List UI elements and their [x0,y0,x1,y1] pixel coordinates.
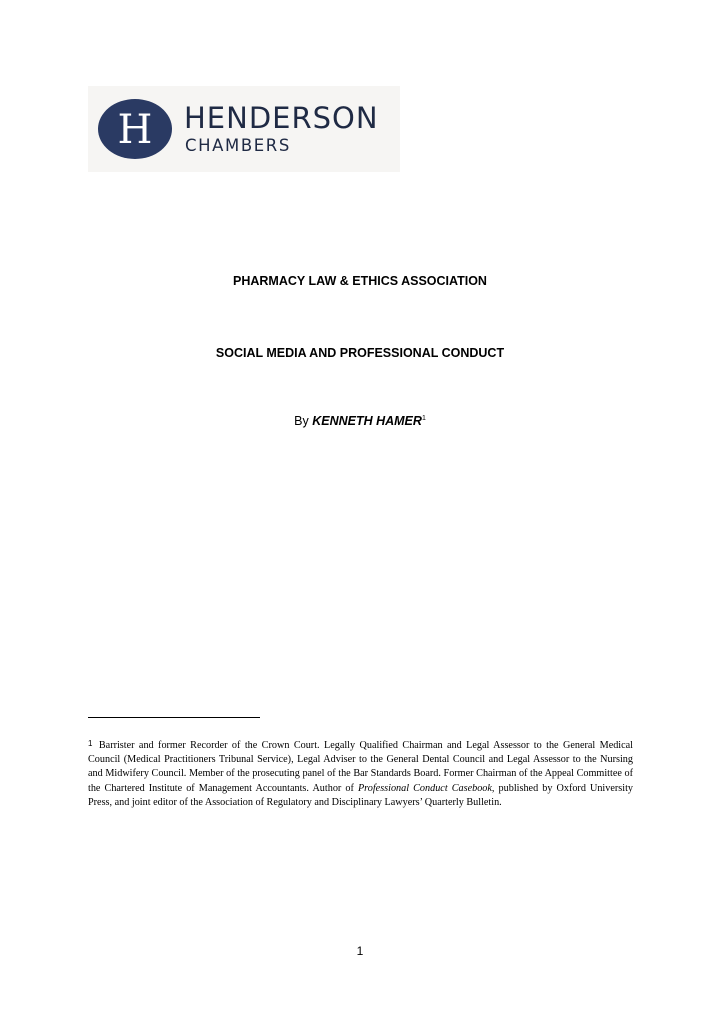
byline [0,413,720,429]
organisation-heading: PHARMACY LAW & ETHICS ASSOCIATION [233,274,487,288]
footnote-text-part2: , published by Oxford University Press, and joint editor of the Association of Regulatory and Disciplinary Lawyers’ Quarterly Bulletin. [88,782,633,808]
author-name: KENNETH HAMER [312,414,422,428]
byline-prefix: By [294,414,313,428]
footnote-reference: 1 [421,414,426,422]
page-number: 1 [356,944,364,958]
henderson-chambers-logo [88,86,400,172]
document-title: SOCIAL MEDIA AND PROFESSIONAL CONDUCT [215,346,505,360]
footnote-marker: 1 [88,739,93,748]
logo-oval-emblem [88,86,180,172]
footnote-book-title: Professional Conduct Casebook [357,782,492,794]
logo-wordmark: HENDERSON [184,101,379,135]
logo-subtitle: CHAMBERS [185,136,291,155]
footnote-text-part1: Barrister and former Recorder of the Crown Court. Legally Qualified Chairman and Legal Assessor to the General Medical Council (Medical Practitioners Tribunal Service), Legal Adviser to the General Dental Council and Legal Assessor to the Nursing and Midwifery Council. Member of the prosecuting panel of the Bar Standards Board. Former Chairman of the Appeal Committee of the Chartered Institute of Management Accountants. Author of [88,740,634,794]
footnote [88,739,633,810]
footnote-separator [88,717,260,718]
logo-letter: H [117,107,153,153]
